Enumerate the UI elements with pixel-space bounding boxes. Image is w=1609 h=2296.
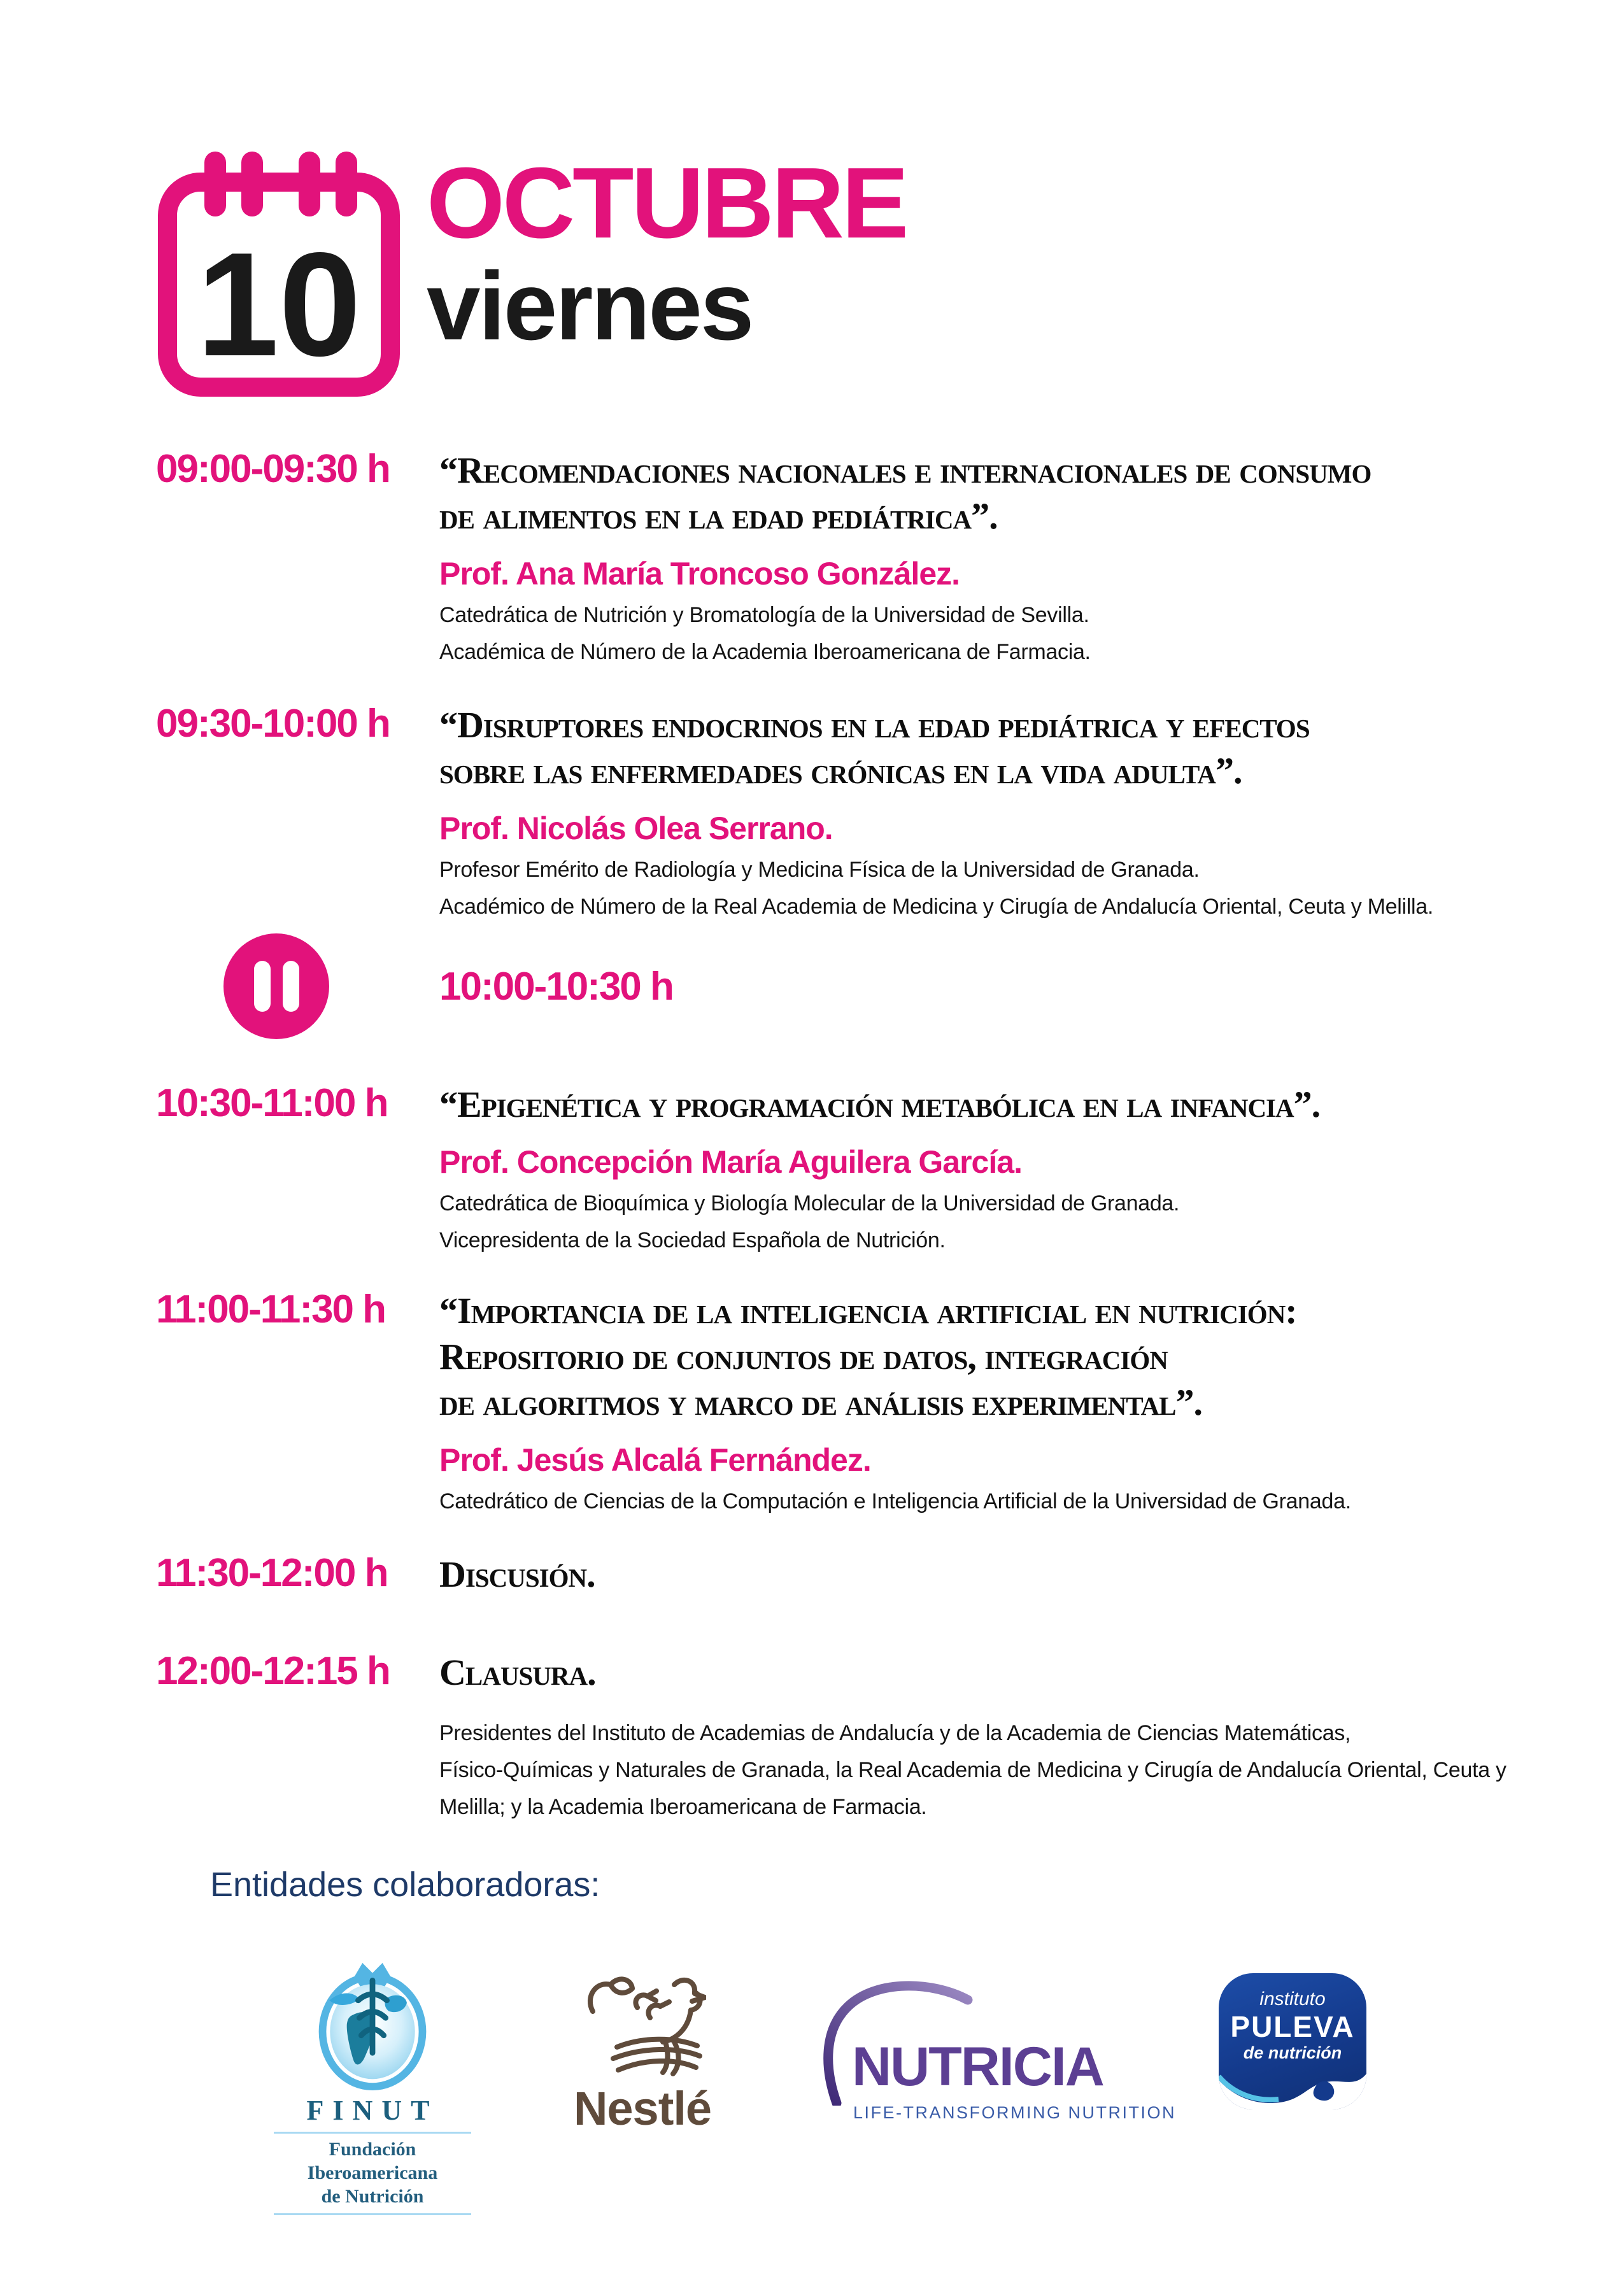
session-content xyxy=(439,1288,1577,1520)
pause-bar xyxy=(254,961,271,1012)
session-title-line: de alimentos en la edad pediátrica”. xyxy=(439,495,998,537)
session-title-line: Discusión. xyxy=(439,1554,595,1595)
nutricia-wordmark: NUTRICIA xyxy=(852,2036,1103,2097)
nutricia-logo xyxy=(824,1987,1176,2123)
weekday-title: viernes xyxy=(427,252,753,360)
finut-emblem-icon xyxy=(307,1959,438,2092)
session-title-line: Repositorio de conjuntos de datos, integración xyxy=(439,1336,1168,1377)
schedule-item-0930 xyxy=(156,702,1577,925)
session-content xyxy=(439,1082,1577,1259)
pause-icon xyxy=(223,933,329,1039)
session-time: 12:00-12:15 h xyxy=(156,1649,390,1693)
session-speaker: Prof. Nicolás Olea Serrano. xyxy=(439,811,833,846)
credential-line: Académico de Número de la Real Academia de Medicina y Cirugía de Andalucía Oriental, Ceuta y Melilla. xyxy=(439,895,1433,919)
puleva-line2: de nutrición xyxy=(1243,2043,1342,2062)
puleva-badge xyxy=(1219,1973,1366,2109)
credential-line: Vicepresidenta de la Sociedad Española de Nutrición. xyxy=(439,1228,946,1252)
puleva-line1: instituto xyxy=(1259,1988,1326,2009)
session-speaker: Prof. Ana María Troncoso González. xyxy=(439,556,960,592)
credential-line: Melilla; y la Academia Iberoamericana de Farmacia. xyxy=(439,1795,927,1819)
schedule-item-0900 xyxy=(156,448,1577,670)
finut-logo xyxy=(274,1959,471,2215)
speaker-credentials xyxy=(439,1483,1577,1520)
session-content xyxy=(439,702,1577,925)
session-title-line: “Recomendaciones nacionales e internacionales de consumo xyxy=(439,450,1372,491)
date-header xyxy=(156,145,1577,390)
session-time: 09:00-09:30 h xyxy=(156,447,390,491)
session-title-line: “Epigenética y programación metabólica en la infancia”. xyxy=(439,1084,1321,1125)
finut-divider xyxy=(274,2213,471,2215)
session-title-line: Clausura. xyxy=(439,1652,596,1693)
break-time: 10:00-10:30 h xyxy=(439,964,673,1009)
session-time: 09:30-10:00 h xyxy=(156,702,390,746)
finut-subtitle-line: Fundación Iberoamericana xyxy=(307,2139,438,2183)
credential-line: Académica de Número de la Academia Iberoamericana de Farmacia. xyxy=(439,640,1091,664)
nestle-logo xyxy=(560,1971,725,2136)
session-time: 11:00-11:30 h xyxy=(156,1287,386,1331)
speaker-credentials xyxy=(439,1715,1577,1825)
calendar-icon xyxy=(156,145,401,400)
nutricia-tagline: LIFE-TRANSFORMING NUTRITION xyxy=(853,2103,1176,2122)
finut-divider xyxy=(274,2132,471,2134)
session-content xyxy=(439,1552,1577,1598)
session-title-line: de algoritmos y marco de análisis experimental”. xyxy=(439,1382,1202,1423)
nestle-wordmark: Nestlé xyxy=(573,2082,712,2135)
schedule-item-1130 xyxy=(156,1552,1577,1598)
schedule-item-1100 xyxy=(156,1288,1577,1520)
finut-wordmark: FINUT xyxy=(306,2095,439,2126)
puleva-wordmark: PULEVA xyxy=(1230,2010,1355,2043)
session-title-line: “Importancia de la inteligencia artificial en nutrición: xyxy=(439,1290,1297,1331)
session-time: 11:30-12:00 h xyxy=(156,1551,388,1595)
calendar-icon-graphic xyxy=(156,145,401,400)
session-title-line: sobre las enfermedades crónicas en la vida adulta”. xyxy=(439,750,1242,791)
session-speaker: Prof. Jesús Alcalá Fernández. xyxy=(439,1442,871,1478)
session-content xyxy=(439,1650,1577,1825)
credential-line: Catedrática de Nutrición y Bromatología de la Universidad de Sevilla. xyxy=(439,603,1089,627)
break-icon-cell xyxy=(156,933,439,1039)
session-time: 10:30-11:00 h xyxy=(156,1081,388,1125)
schedule-item-1030 xyxy=(156,1082,1577,1259)
finut-subtitle-line: de Nutrición xyxy=(321,2186,424,2207)
credential-line: Profesor Emérito de Radiología y Medicina Física de la Universidad de Granada. xyxy=(439,858,1200,882)
collaborator-logos-row xyxy=(274,1959,1577,2215)
finut-subtitle xyxy=(274,2137,471,2208)
nestle-birds-nest-icon xyxy=(579,1971,706,2080)
month-title: OCTUBRE xyxy=(427,147,907,259)
session-title-line: “Disruptores endocrinos en la edad pediátrica y efectos xyxy=(439,704,1310,746)
collaborators-section xyxy=(156,1864,1577,2215)
credential-line: Catedrático de Ciencias de la Computación e Inteligencia Artificial de la Universidad de Granada. xyxy=(439,1489,1351,1513)
credential-line: Presidentes del Instituto de Academias de Andalucía y de la Academia de Ciencias Matemáticas, xyxy=(439,1721,1351,1745)
pause-bar xyxy=(283,961,299,1012)
puleva-wave-icon xyxy=(1219,2060,1366,2109)
speaker-credentials xyxy=(439,1185,1577,1259)
speaker-credentials xyxy=(439,851,1577,925)
credential-line: Catedrática de Bioquímica y Biología Molecular de la Universidad de Granada. xyxy=(439,1191,1180,1215)
calendar-day-number: 10 xyxy=(196,222,362,387)
speaker-credentials xyxy=(439,597,1577,670)
header-text xyxy=(427,145,907,360)
coffee-break-row xyxy=(156,933,1577,1040)
session-content xyxy=(439,448,1577,670)
collaborators-heading: Entidades colaboradoras: xyxy=(210,1866,600,1904)
schedule-item-1200 xyxy=(156,1650,1577,1825)
credential-line: Físico-Químicas y Naturales de Granada, la Real Academia de Medicina y Cirugía de Andalucía Oriental, Ceuta y xyxy=(439,1758,1506,1782)
puleva-logo xyxy=(1219,1973,1366,2109)
session-speaker: Prof. Concepción María Aguilera García. xyxy=(439,1144,1022,1180)
